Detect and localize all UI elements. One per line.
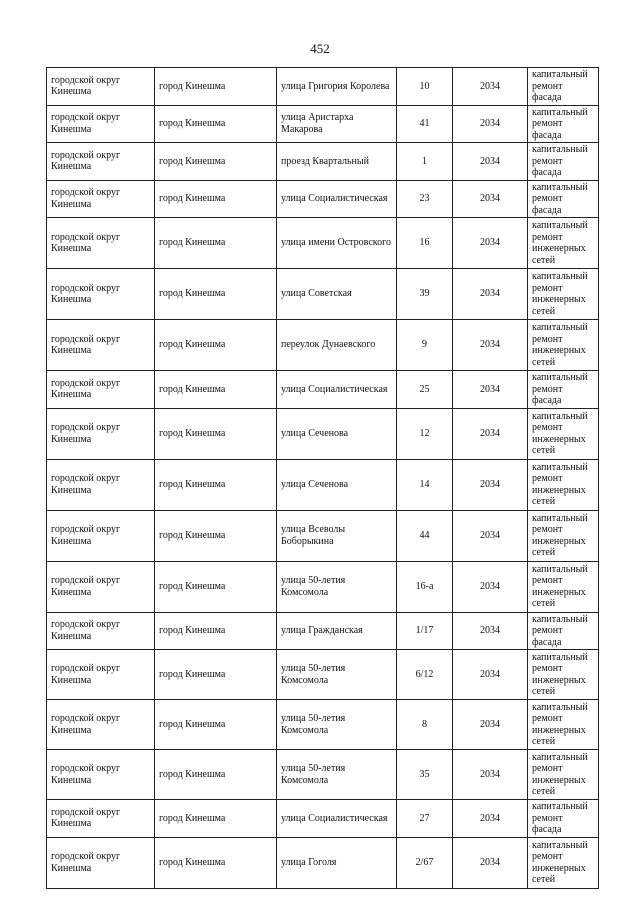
work-type-cell: капитальный ремонт инженерных сетей	[528, 320, 599, 371]
street-cell: переулок Дунаевского	[277, 320, 397, 371]
city-cell: город Кинешма	[155, 320, 277, 371]
year-cell: 2034	[453, 459, 528, 510]
table-row	[47, 837, 599, 888]
district-cell: городской округ Кинешма	[47, 408, 155, 459]
district-cell: городской округ Кинешма	[47, 700, 155, 750]
year-cell: 2034	[453, 320, 528, 371]
work-type-cell: капитальный ремонт инженерных сетей	[528, 561, 599, 612]
city-cell: город Кинешма	[155, 269, 277, 320]
table-row	[47, 269, 599, 320]
district-cell: городской округ Кинешма	[47, 180, 155, 218]
table-row	[47, 218, 599, 269]
district-cell: городской округ Кинешма	[47, 68, 155, 106]
year-cell: 2034	[453, 105, 528, 143]
city-cell: город Кинешма	[155, 459, 277, 510]
work-type-cell: капитальный ремонт инженерных сетей	[528, 750, 599, 800]
year-cell: 2034	[453, 612, 528, 650]
table-row	[47, 561, 599, 612]
house-number-cell: 6/12	[397, 650, 453, 700]
street-cell: улица 50-летия Комсомола	[277, 650, 397, 700]
district-cell: городской округ Кинешма	[47, 650, 155, 700]
work-type-cell: капитальный ремонт инженерных сетей	[528, 510, 599, 561]
house-number-cell: 10	[397, 68, 453, 106]
city-cell: город Кинешма	[155, 68, 277, 106]
page-number: 452	[310, 41, 330, 56]
year-cell: 2034	[453, 800, 528, 838]
house-number-cell: 12	[397, 408, 453, 459]
year-cell: 2034	[453, 180, 528, 218]
house-number-cell: 9	[397, 320, 453, 371]
table-row	[47, 408, 599, 459]
street-cell: улица Григория Королева	[277, 68, 397, 106]
street-cell: улица Социалистическая	[277, 800, 397, 838]
year-cell: 2034	[453, 269, 528, 320]
year-cell: 2034	[453, 650, 528, 700]
table-row	[47, 68, 599, 106]
city-cell: город Кинешма	[155, 105, 277, 143]
work-type-cell: капитальный ремонт инженерных сетей	[528, 459, 599, 510]
work-type-cell: капитальный ремонт фасада	[528, 612, 599, 650]
work-type-cell: капитальный ремонт инженерных сетей	[528, 700, 599, 750]
street-cell: улица 50-летия Комсомола	[277, 561, 397, 612]
table-row	[47, 750, 599, 800]
work-type-cell: капитальный ремонт фасада	[528, 68, 599, 106]
year-cell: 2034	[453, 837, 528, 888]
house-number-cell: 8	[397, 700, 453, 750]
street-cell: улица Советская	[277, 269, 397, 320]
district-cell: городской округ Кинешма	[47, 750, 155, 800]
city-cell: город Кинешма	[155, 837, 277, 888]
house-number-cell: 25	[397, 371, 453, 409]
table-row	[47, 459, 599, 510]
house-number-cell: 27	[397, 800, 453, 838]
street-cell: улица Всеволы Боборыкина	[277, 510, 397, 561]
street-cell: улица Аристарха Макарова	[277, 105, 397, 143]
house-number-cell: 23	[397, 180, 453, 218]
year-cell: 2034	[453, 371, 528, 409]
street-cell: улица Гоголя	[277, 837, 397, 888]
district-cell: городской округ Кинешма	[47, 320, 155, 371]
street-cell: улица Социалистическая	[277, 371, 397, 409]
district-cell: городской округ Кинешма	[47, 837, 155, 888]
city-cell: город Кинешма	[155, 561, 277, 612]
work-type-cell: капитальный ремонт инженерных сетей	[528, 837, 599, 888]
city-cell: город Кинешма	[155, 180, 277, 218]
city-cell: город Кинешма	[155, 750, 277, 800]
year-cell: 2034	[453, 700, 528, 750]
table-row	[47, 650, 599, 700]
house-number-cell: 35	[397, 750, 453, 800]
street-cell: улица имени Островского	[277, 218, 397, 269]
table-row	[47, 612, 599, 650]
year-cell: 2034	[453, 68, 528, 106]
street-cell: улица Сеченова	[277, 408, 397, 459]
district-cell: городской округ Кинешма	[47, 371, 155, 409]
work-type-cell: капитальный ремонт фасада	[528, 800, 599, 838]
work-type-cell: капитальный ремонт фасада	[528, 105, 599, 143]
housing-repair-table	[46, 67, 599, 889]
district-cell: городской округ Кинешма	[47, 218, 155, 269]
table-row	[47, 700, 599, 750]
table-row	[47, 510, 599, 561]
work-type-cell: капитальный ремонт инженерных сетей	[528, 269, 599, 320]
house-number-cell: 44	[397, 510, 453, 561]
work-type-cell: капитальный ремонт инженерных сетей	[528, 650, 599, 700]
city-cell: город Кинешма	[155, 800, 277, 838]
house-number-cell: 16-а	[397, 561, 453, 612]
year-cell: 2034	[453, 408, 528, 459]
work-type-cell: капитальный ремонт фасада	[528, 143, 599, 181]
year-cell: 2034	[453, 218, 528, 269]
table-row	[47, 320, 599, 371]
work-type-cell: капитальный ремонт фасада	[528, 371, 599, 409]
street-cell: улица 50-летия Комсомола	[277, 750, 397, 800]
city-cell: город Кинешма	[155, 510, 277, 561]
house-number-cell: 14	[397, 459, 453, 510]
table-row	[47, 180, 599, 218]
table-body	[47, 68, 599, 889]
house-number-cell: 16	[397, 218, 453, 269]
street-cell: улица Гражданская	[277, 612, 397, 650]
street-cell: улица Социалистическая	[277, 180, 397, 218]
table-row	[47, 800, 599, 838]
house-number-cell: 1	[397, 143, 453, 181]
district-cell: городской округ Кинешма	[47, 269, 155, 320]
year-cell: 2034	[453, 561, 528, 612]
district-cell: городской округ Кинешма	[47, 105, 155, 143]
street-cell: улица 50-летия Комсомола	[277, 700, 397, 750]
district-cell: городской округ Кинешма	[47, 143, 155, 181]
street-cell: улица Сеченова	[277, 459, 397, 510]
table-row	[47, 371, 599, 409]
city-cell: город Кинешма	[155, 650, 277, 700]
house-number-cell: 39	[397, 269, 453, 320]
district-cell: городской округ Кинешма	[47, 459, 155, 510]
house-number-cell: 2/67	[397, 837, 453, 888]
district-cell: городской округ Кинешма	[47, 561, 155, 612]
year-cell: 2034	[453, 510, 528, 561]
city-cell: город Кинешма	[155, 371, 277, 409]
work-type-cell: капитальный ремонт инженерных сетей	[528, 218, 599, 269]
district-cell: городской округ Кинешма	[47, 800, 155, 838]
city-cell: город Кинешма	[155, 612, 277, 650]
city-cell: город Кинешма	[155, 700, 277, 750]
street-cell: проезд Квартальный	[277, 143, 397, 181]
work-type-cell: капитальный ремонт фасада	[528, 180, 599, 218]
district-cell: городской округ Кинешма	[47, 612, 155, 650]
city-cell: город Кинешма	[155, 218, 277, 269]
table-row	[47, 143, 599, 181]
house-number-cell: 41	[397, 105, 453, 143]
year-cell: 2034	[453, 143, 528, 181]
city-cell: город Кинешма	[155, 408, 277, 459]
house-number-cell: 1/17	[397, 612, 453, 650]
year-cell: 2034	[453, 750, 528, 800]
city-cell: город Кинешма	[155, 143, 277, 181]
work-type-cell: капитальный ремонт инженерных сетей	[528, 408, 599, 459]
district-cell: городской округ Кинешма	[47, 510, 155, 561]
table-row	[47, 105, 599, 143]
